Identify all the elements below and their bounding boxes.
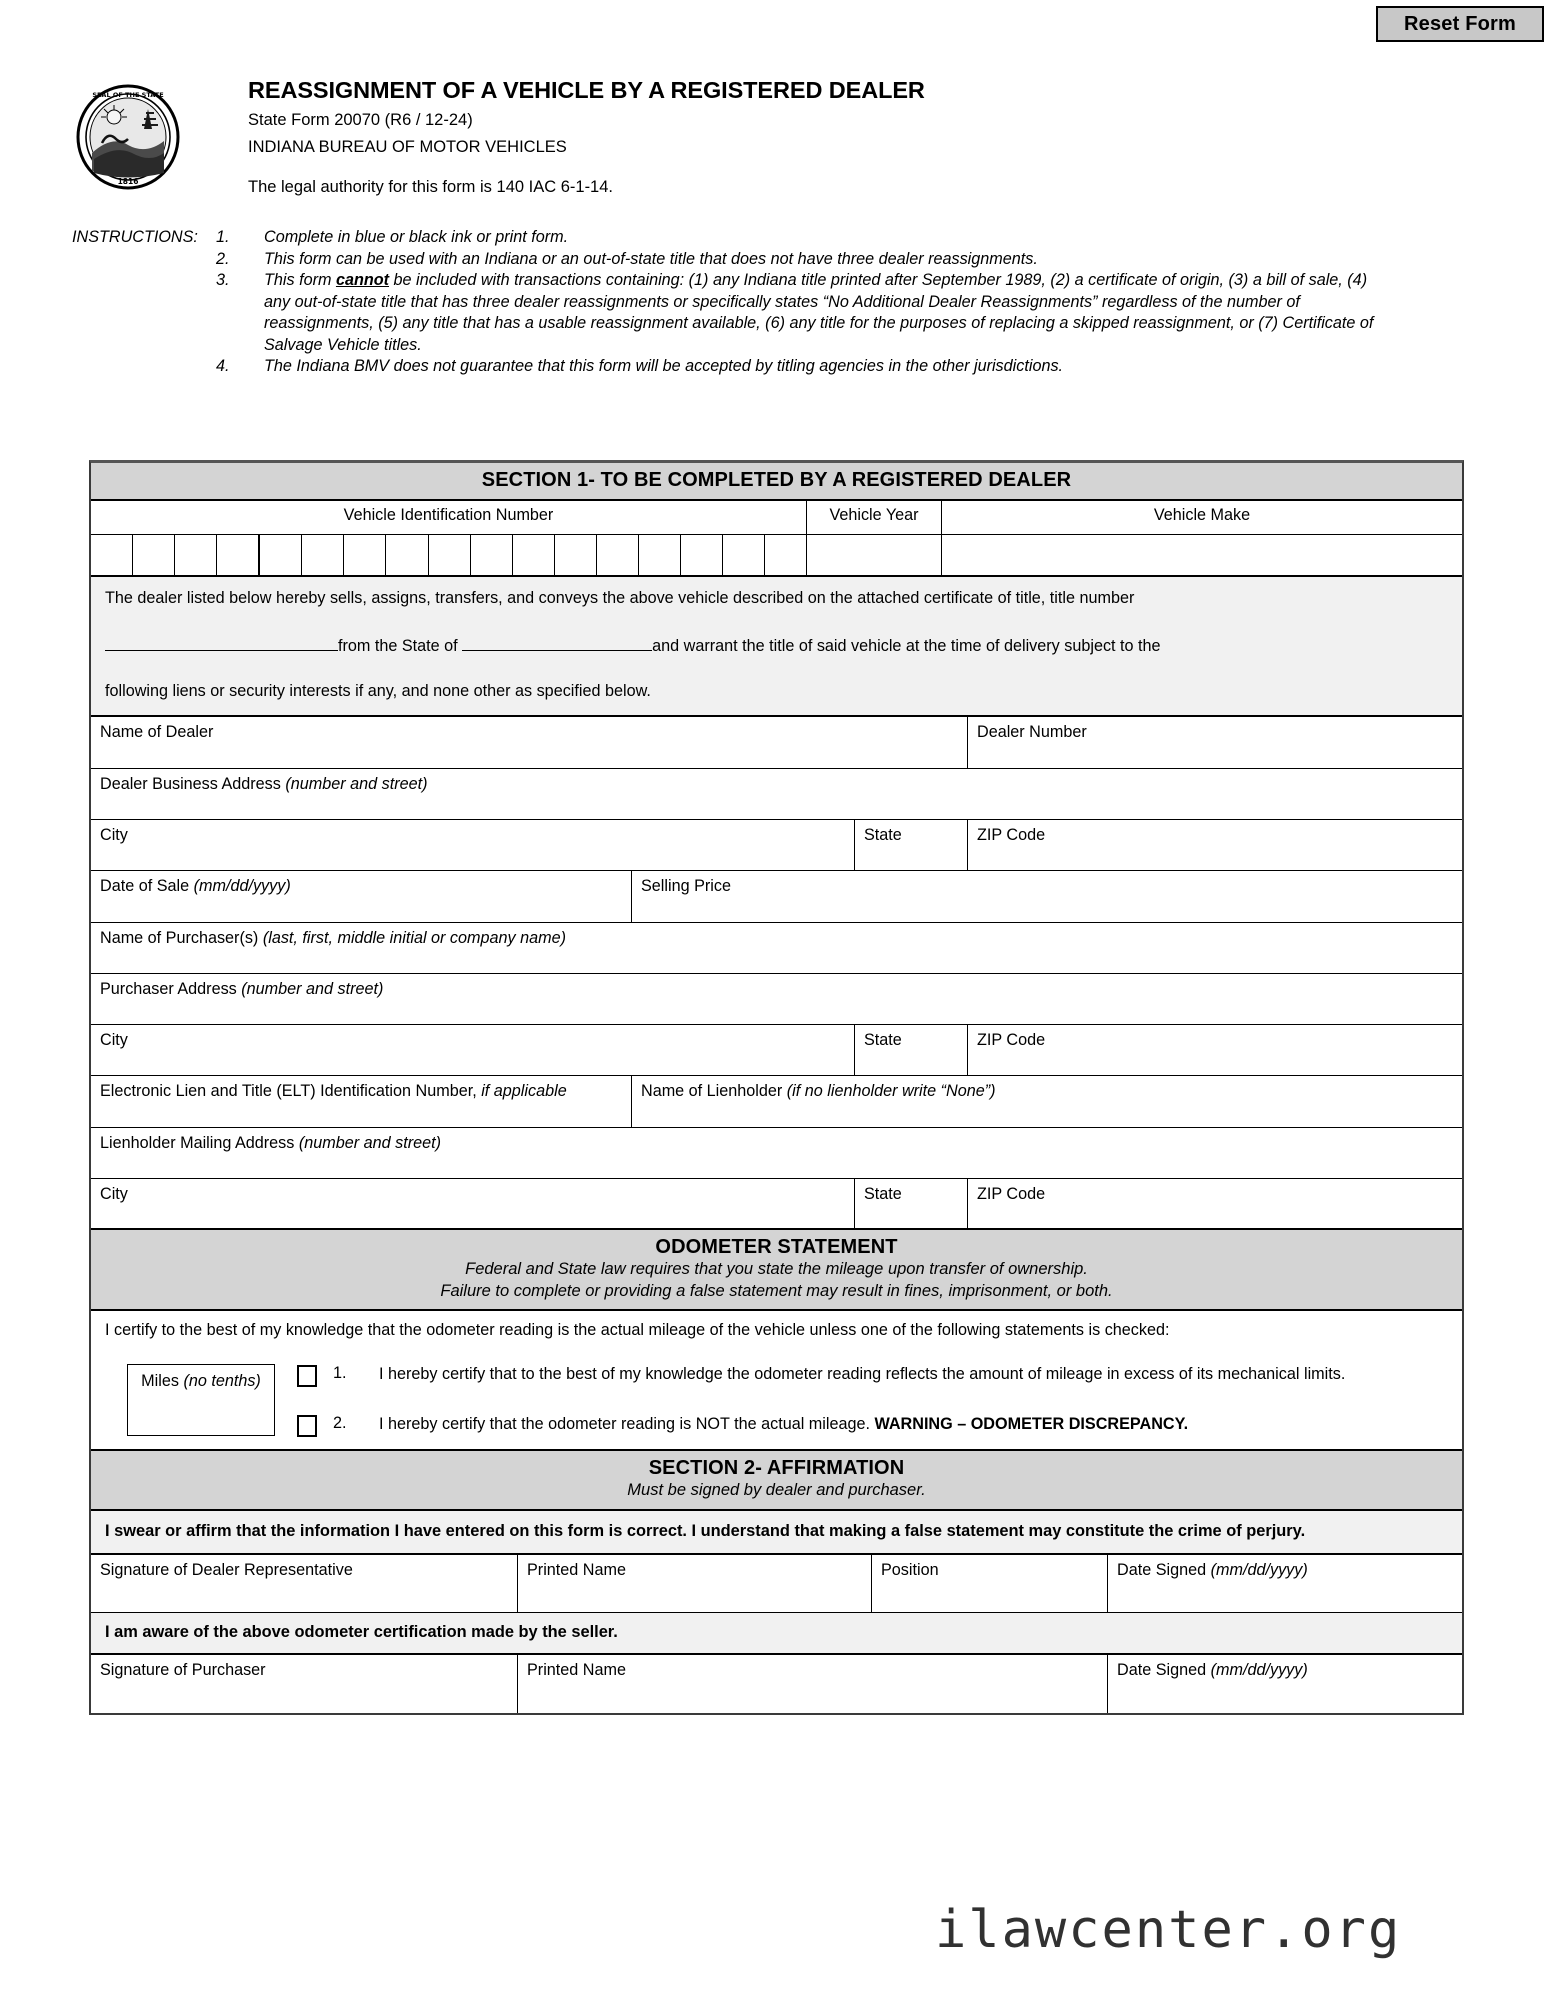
dealer-date-signed-field[interactable] — [1108, 1555, 1462, 1613]
option-2-plain: I hereby certify that the odometer reading is NOT the actual mileage. — [379, 1415, 875, 1434]
vin-char-box[interactable] — [765, 535, 806, 575]
dealer-printed-name-label: Printed Name — [527, 1560, 626, 1579]
lienholder-state-field[interactable] — [855, 1179, 968, 1230]
name-of-purchasers-label — [100, 928, 1453, 948]
vehicle-make-label: Vehicle Make — [1153, 506, 1251, 524]
vin-header-row — [91, 501, 1462, 535]
lienholder-mailing-address-field[interactable] — [91, 1128, 1462, 1179]
odometer-checkbox-1[interactable] — [297, 1365, 317, 1387]
conveyance-mid-1: from the State of — [338, 637, 458, 656]
vin-char-box[interactable] — [217, 535, 260, 575]
odometer-option-1-number: 1. — [333, 1364, 347, 1383]
dealer-zip-field[interactable] — [968, 820, 1462, 871]
odometer-option-1 — [297, 1364, 1448, 1387]
instructions-label: INSTRUCTIONS: — [72, 228, 198, 246]
label-hint: (last, first, middle initial or company name) — [262, 929, 566, 948]
lienholder-mailing-address-label — [100, 1133, 1453, 1153]
section-2-title: SECTION 2- AFFIRMATION — [648, 1457, 905, 1480]
odometer-option-2 — [297, 1414, 1448, 1437]
purchaser-address-field[interactable] — [91, 974, 1462, 1025]
elt-number-label — [100, 1081, 622, 1101]
name-of-dealer-label: Name of Dealer — [100, 723, 214, 742]
dealer-city-field[interactable] — [91, 820, 855, 871]
purchaser-printed-name-label: Printed Name — [527, 1661, 626, 1680]
date-of-sale-label — [100, 876, 622, 896]
purchaser-signature-field[interactable] — [91, 1655, 518, 1713]
miles-label: Miles — [141, 1372, 179, 1391]
dealer-business-address-field[interactable] — [91, 769, 1462, 820]
date-of-sale-field[interactable] — [91, 871, 632, 923]
legal-authority-text: The legal authority for this form is 140 IAC 6-1-14. — [248, 178, 613, 196]
odometer-discrepancy-warning: WARNING – ODOMETER DISCREPANCY. — [874, 1415, 1189, 1434]
dealer-signature-label: Signature of Dealer Representative — [100, 1560, 353, 1579]
label-text: Date Signed — [1117, 1560, 1207, 1579]
name-of-lienholder-label — [641, 1081, 1453, 1101]
conveyance-mid-2: and warrant the title of said vehicle at the time of delivery subject to the — [652, 637, 1161, 656]
vin-char-box[interactable] — [429, 535, 471, 575]
dealer-address-row — [91, 769, 1462, 820]
dealer-signature-field[interactable] — [91, 1555, 518, 1613]
vin-char-box[interactable] — [555, 535, 597, 575]
label-hint: (mm/dd/yyyy) — [1210, 1560, 1308, 1579]
name-of-purchasers-field[interactable] — [91, 923, 1462, 974]
dealer-city-label: City — [100, 826, 128, 845]
instruction-number: 3. — [216, 271, 230, 290]
odometer-option-2-number: 2. — [333, 1414, 347, 1433]
purchaser-signature-row — [91, 1655, 1462, 1713]
svg-text:1816: 1816 — [117, 177, 139, 186]
label-text: Electronic Lien and Title (ELT) Identification Number, — [100, 1082, 477, 1101]
vehicle-make-label-cell — [942, 501, 1462, 535]
reassignment-form-table — [89, 460, 1464, 1715]
odometer-checkbox-2[interactable] — [297, 1415, 317, 1437]
svg-text:SEAL OF THE STATE: SEAL OF THE STATE — [92, 91, 164, 99]
watermark: ilawcenter.org — [935, 1900, 1402, 1960]
instructions-block — [72, 227, 1482, 378]
sale-info-row — [91, 871, 1462, 923]
instruction-number: 4. — [216, 357, 230, 376]
instruction-number: 1. — [216, 228, 230, 246]
indiana-state-seal-icon — [72, 83, 184, 191]
label-hint: (number and street) — [285, 775, 428, 794]
lienholder-state-label: State — [864, 1185, 902, 1204]
vin-char-box[interactable] — [344, 535, 386, 575]
label-text: Purchaser Address — [100, 980, 237, 999]
name-of-lienholder-field[interactable] — [632, 1076, 1462, 1128]
lienholder-city-field[interactable] — [91, 1179, 855, 1230]
selling-price-label: Selling Price — [641, 877, 731, 896]
purchaser-zip-label: ZIP Code — [977, 1031, 1046, 1050]
label-text: Dealer Business Address — [100, 775, 281, 794]
vin-char-box[interactable] — [133, 535, 175, 575]
dealer-signature-row — [91, 1555, 1462, 1613]
odometer-statement-title: ODOMETER STATEMENT — [655, 1236, 898, 1259]
vehicle-make-input[interactable] — [942, 535, 1462, 575]
vehicle-year-input[interactable] — [807, 535, 942, 575]
lienholder-city-state-zip-row — [91, 1179, 1462, 1230]
purchaser-date-signed-label — [1117, 1660, 1453, 1680]
lienholder-zip-label: ZIP Code — [977, 1185, 1046, 1204]
label-hint: (number and street) — [241, 980, 384, 999]
vin-char-box[interactable] — [260, 535, 302, 575]
dealer-city-state-zip-row — [91, 820, 1462, 871]
dealer-conveyance-statement — [91, 577, 1462, 717]
odometer-certification-body — [91, 1311, 1462, 1451]
instruction-text: Complete in blue or black ink or print form. — [264, 228, 569, 246]
dealer-name-row — [91, 717, 1462, 769]
odometer-statement-band — [91, 1230, 1462, 1311]
label-text: Date of Sale — [100, 877, 190, 896]
vehicle-year-label-cell — [807, 501, 942, 535]
instruction-item-1 — [216, 227, 1396, 249]
purchaser-state-field[interactable] — [855, 1025, 968, 1076]
state-blank[interactable] — [462, 634, 652, 651]
instruction-text-post: be included with transactions containing: (1) any Indiana title printed after September 1989, (2) a certificate of origin, (3) a bill of sale, (4) any out-of-state title that has three dealer reassignments or specifically states “No Additional Dealer Reassignments” regardless of the number of reassignments, (5) any title that has a usable reassignment available, (6) any title for the purposes of replacing a skipped reassignment, or (7) Certificate of Salvage Vehicle titles. — [264, 271, 1374, 354]
label-hint: (if no lienholder write “None”) — [786, 1082, 996, 1101]
vin-label-cell — [91, 501, 807, 535]
page-title: REASSIGNMENT OF A VEHICLE BY A REGISTERED DEALER — [248, 77, 925, 103]
instruction-item-2 — [216, 249, 1396, 271]
label-text: Date Signed — [1117, 1661, 1207, 1680]
instruction-number: 2. — [216, 249, 230, 268]
dealer-printed-name-field[interactable] — [518, 1555, 872, 1613]
section-1-band — [91, 463, 1462, 501]
purchaser-address-row — [91, 974, 1462, 1025]
purchaser-printed-name-field[interactable] — [518, 1655, 1108, 1713]
dealer-business-address-label — [100, 774, 1453, 794]
dealer-number-label: Dealer Number — [977, 723, 1087, 742]
vin-char-box[interactable] — [91, 535, 133, 575]
lienholder-address-row — [91, 1128, 1462, 1179]
label-text: Lienholder Mailing Address — [100, 1134, 295, 1153]
instruction-item-3 — [216, 270, 1396, 356]
vin-char-box[interactable] — [681, 535, 723, 575]
vin-char-box[interactable] — [386, 535, 428, 575]
vin-char-box[interactable] — [513, 535, 555, 575]
purchaser-name-row — [91, 923, 1462, 974]
dealer-date-signed-label — [1117, 1560, 1453, 1580]
elt-lienholder-row — [91, 1076, 1462, 1128]
conveyance-line-3: following liens or security interests if any, and none other as specified below. — [105, 681, 651, 700]
odometer-statement-sub-1: Federal and State law requires that you state the mileage upon transfer of ownership. — [465, 1260, 1088, 1279]
vehicle-year-label: Vehicle Year — [829, 506, 919, 524]
section-2-band — [91, 1451, 1462, 1510]
dealer-position-label: Position — [881, 1560, 939, 1579]
odometer-option-2-text — [379, 1414, 1188, 1435]
purchaser-aware-statement: I am aware of the above odometer certification made by the seller. — [91, 1613, 1462, 1655]
purchaser-date-signed-field[interactable] — [1108, 1655, 1462, 1713]
reset-form-button[interactable]: Reset Form — [1376, 6, 1544, 42]
affirmation-statement: I swear or affirm that the information I have entered on this form is correct. I understand that making a false statement may constitute the crime of perjury. — [91, 1511, 1462, 1555]
label-hint: (mm/dd/yyyy) — [193, 877, 291, 896]
label-hint: (mm/dd/yyyy) — [1210, 1661, 1308, 1680]
vin-char-box[interactable] — [723, 535, 765, 575]
lienholder-city-label: City — [100, 1185, 128, 1204]
vin-char-box[interactable] — [639, 535, 681, 575]
miles-input[interactable] — [127, 1364, 275, 1436]
instruction-text: This form can be used with an Indiana or an out-of-state title that does not have three dealer reassignments. — [264, 249, 1038, 268]
dealer-zip-label: ZIP Code — [977, 826, 1046, 845]
conveyance-line-2 — [105, 634, 1448, 656]
purchaser-zip-field[interactable] — [968, 1025, 1462, 1076]
purchaser-city-field[interactable] — [91, 1025, 855, 1076]
odometer-certify-intro: I certify to the best of my knowledge that the odometer reading is the actual mileage of the vehicle unless one of the following statements is checked: — [105, 1321, 1170, 1340]
label-text: Name of Purchaser(s) — [100, 929, 259, 948]
purchaser-city-state-zip-row — [91, 1025, 1462, 1076]
purchaser-city-label: City — [100, 1031, 128, 1050]
label-text: Name of Lienholder — [641, 1082, 783, 1101]
vin-boxes-group[interactable] — [91, 535, 807, 575]
title-number-blank[interactable] — [105, 634, 338, 651]
section-1-title: SECTION 1- TO BE COMPLETED BY A REGISTERED DEALER — [481, 469, 1072, 491]
vin-entry-row — [91, 535, 1462, 577]
elt-number-field[interactable] — [91, 1076, 632, 1128]
vin-char-box[interactable] — [471, 535, 513, 575]
label-hint: (number and street) — [298, 1134, 442, 1153]
selling-price-field[interactable] — [632, 871, 1462, 923]
instruction-emphasis: cannot — [335, 271, 390, 290]
miles-hint: (no tenths) — [183, 1372, 261, 1391]
vin-char-box[interactable] — [597, 535, 639, 575]
odometer-statement-sub-2: Failure to complete or providing a false statement may result in fines, imprisonment, or both. — [440, 1281, 1113, 1300]
vin-char-box[interactable] — [175, 535, 217, 575]
instruction-item-4 — [216, 356, 1396, 378]
instruction-text: The Indiana BMV does not guarantee that this form will be accepted by titling agencies in the other jurisdictions. — [264, 357, 1064, 376]
odometer-option-1-text: I hereby certify that to the best of my knowledge the odometer reading reflects the amount of mileage in excess of its mechanical limits. — [379, 1365, 1346, 1384]
dealer-state-label: State — [864, 826, 902, 845]
name-of-dealer-field[interactable] — [91, 717, 968, 769]
agency-name: INDIANA BUREAU OF MOTOR VEHICLES — [248, 138, 567, 157]
dealer-state-field[interactable] — [855, 820, 968, 871]
conveyance-line-1: The dealer listed below hereby sells, assigns, transfers, and conveys the above vehicle described on the attached certificate of title, title number — [105, 589, 1135, 607]
form-header — [72, 78, 1472, 208]
purchaser-state-label: State — [864, 1031, 902, 1050]
label-hint: if applicable — [481, 1082, 567, 1101]
purchaser-signature-label: Signature of Purchaser — [100, 1661, 266, 1680]
instruction-text-pre: This form — [264, 271, 336, 290]
vin-label: Vehicle Identification Number — [343, 506, 554, 524]
state-form-number: State Form 20070 (R6 / 12-24) — [248, 110, 473, 129]
purchaser-address-label — [100, 979, 1453, 999]
vin-char-box[interactable] — [302, 535, 344, 575]
lienholder-zip-field[interactable] — [968, 1179, 1462, 1230]
section-2-subtitle: Must be signed by dealer and purchaser. — [627, 1481, 926, 1500]
dealer-position-field[interactable] — [872, 1555, 1108, 1613]
dealer-number-field[interactable] — [968, 717, 1462, 769]
